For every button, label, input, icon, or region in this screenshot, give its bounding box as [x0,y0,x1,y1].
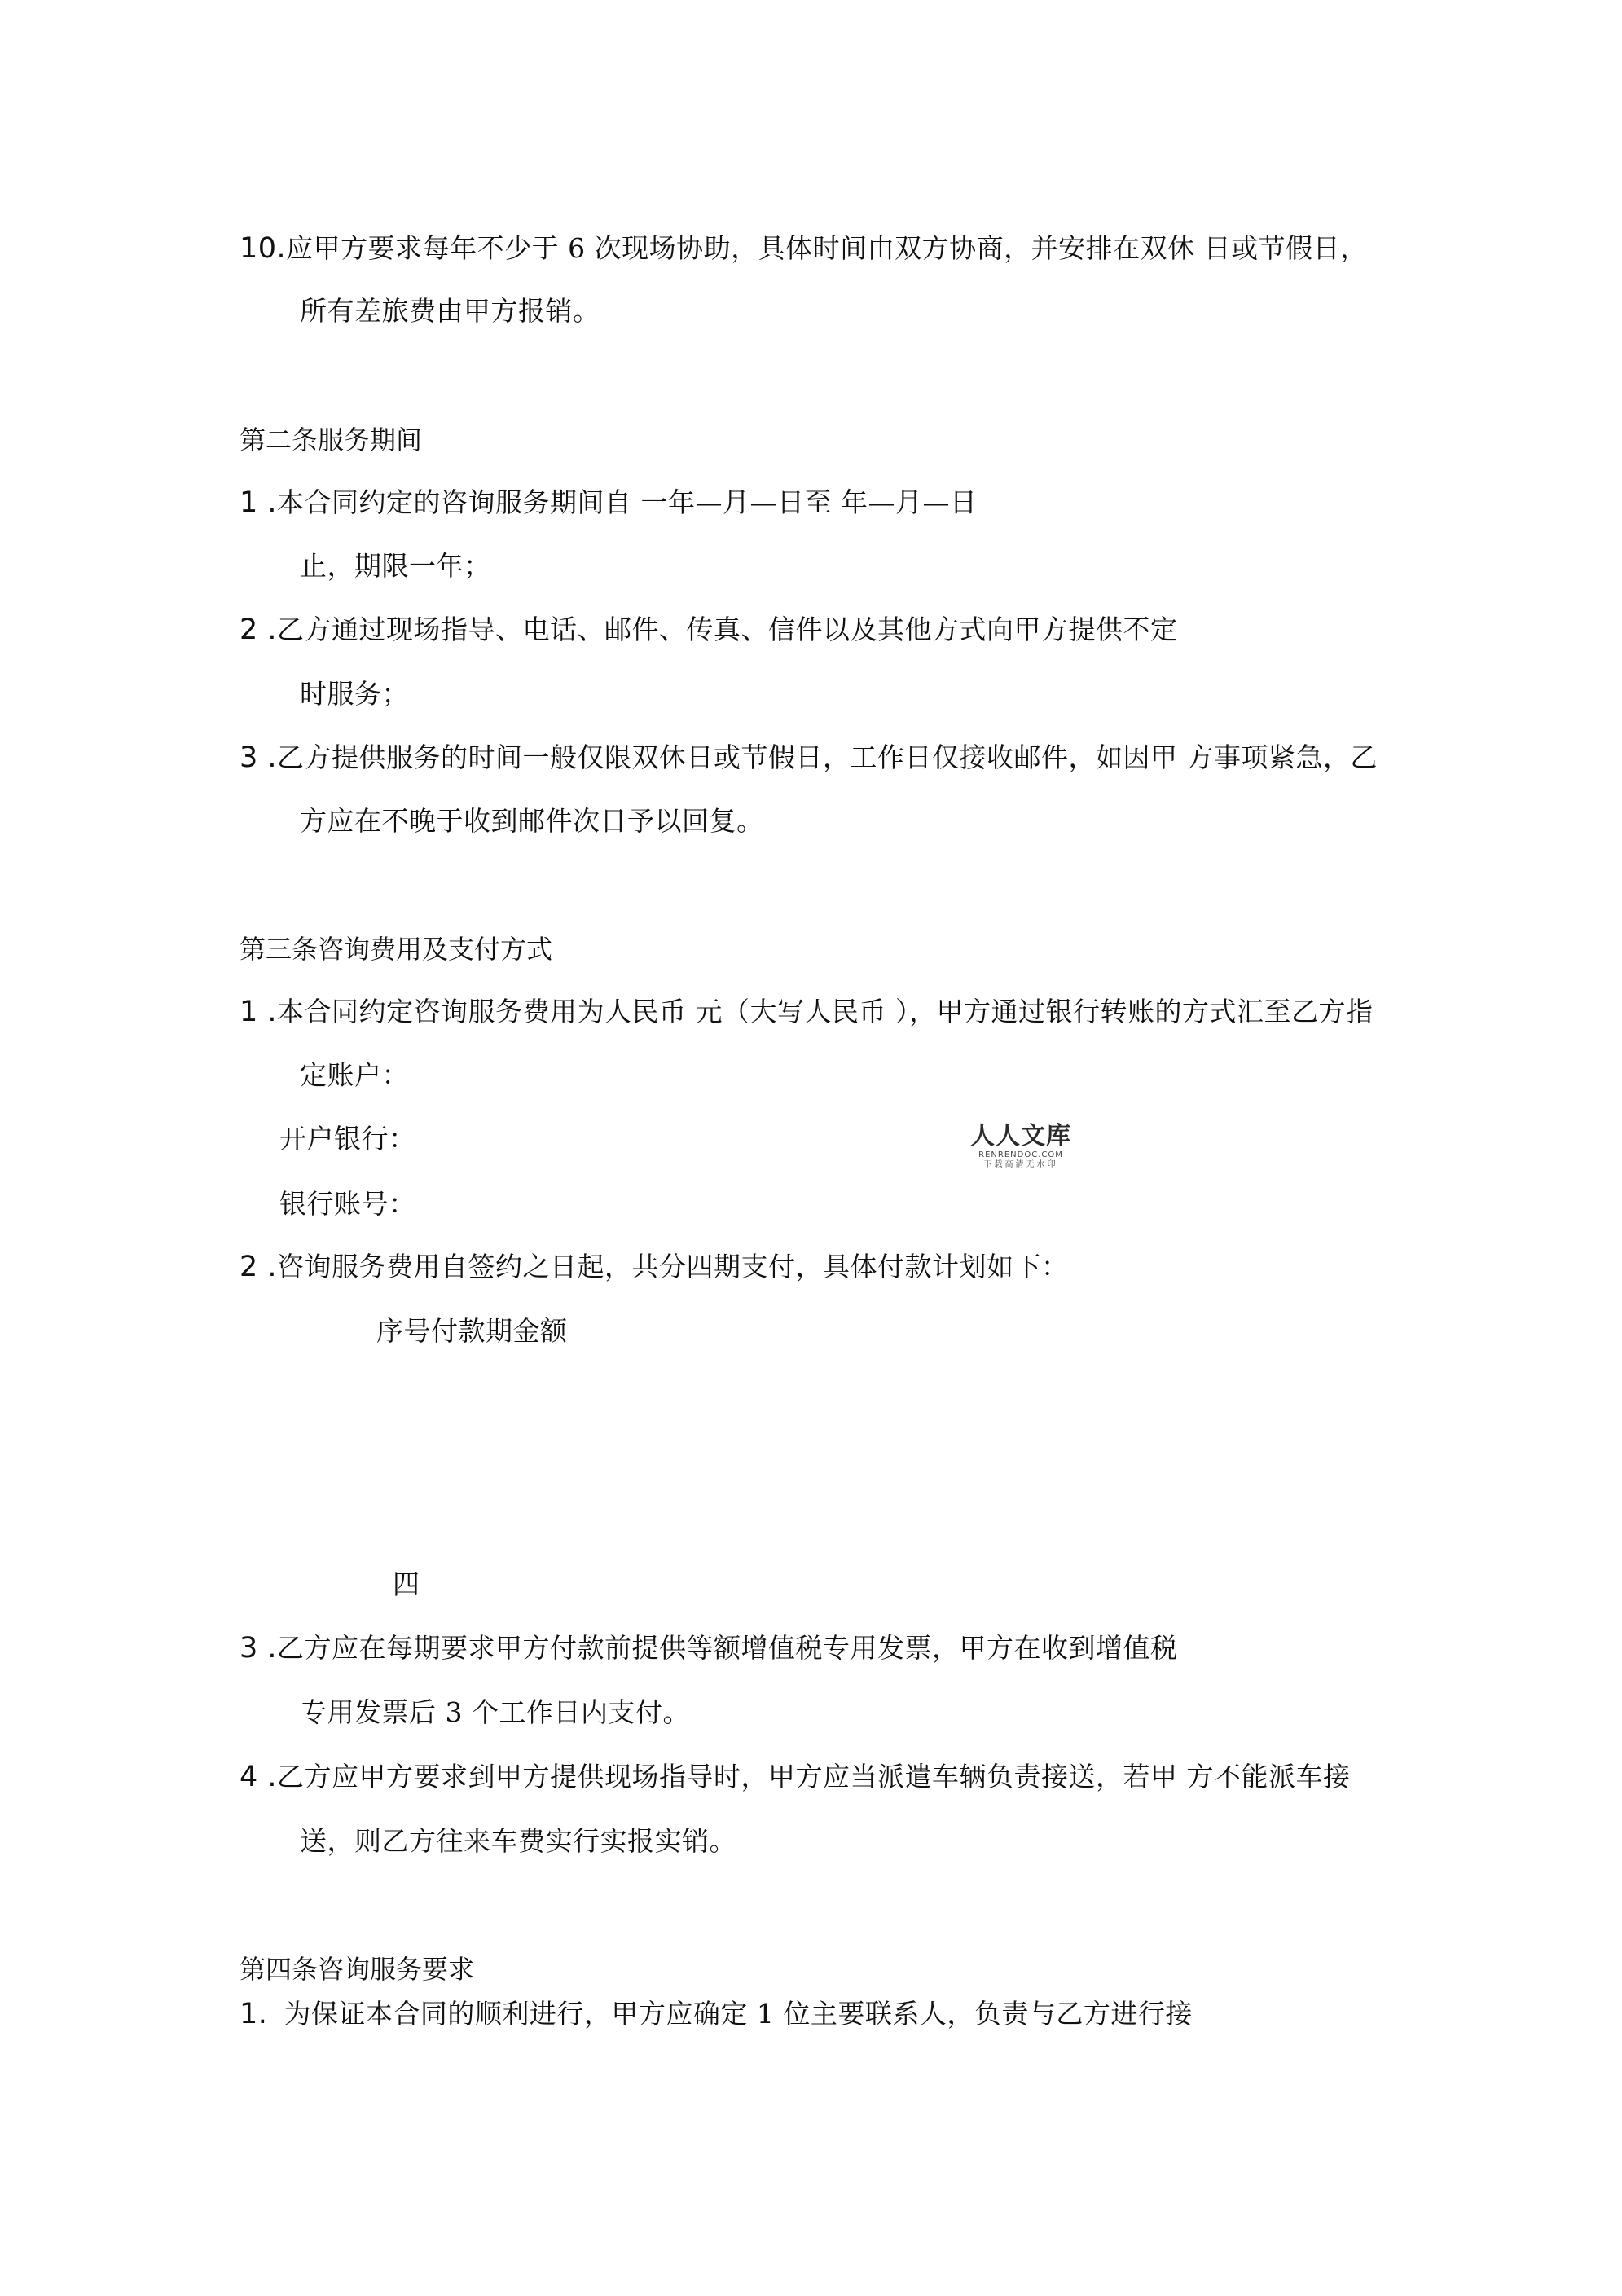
article3-item3-line2: 专用发票后 3 个工作日内支付。 [300,1696,690,1728]
article1-item10-line1 [240,232,1368,265]
item-number: 3 . [240,1632,278,1665]
article4-item1-line1 [240,1998,1193,2030]
account-label: 银行账号： [279,1188,416,1220]
renrendoc-watermark-logo [964,1123,1078,1170]
item-number: 3 . [240,741,278,774]
item-text: 乙方应甲方要求到甲方提供现场指导时，甲方应当派遣车辆负责接送，若甲 方不能派车接 [277,1761,1351,1792]
article3-item1-line1 [240,996,1374,1028]
article2-heading: 第二条服务期间 [240,424,423,455]
item-text: 应甲方要求每年不少于 6 次现场协助，具体时间由双方协商，并安排在双休 日或节假日， [286,232,1368,264]
item-number: 10. [240,232,287,265]
article2-item1-line1 [240,486,978,519]
item-number: 4 . [240,1761,278,1793]
item-text: 本合同约定的咨询服务期间自 一年—月—日至 年—月—日 [277,486,978,518]
item-number: 1. [240,1998,268,2030]
article2-item2-line1 [240,614,1178,646]
article3-item1-line2: 定账户： [300,1059,409,1091]
watermark-title: 人人文库 [970,1122,1071,1150]
item-text: 乙方提供服务的时间一般仅限双休日或节假日，工作日仅接收邮件，如因甲 方事项紧急，乙 [277,741,1378,773]
article3-item2-line1 [240,1251,1069,1283]
item-number: 2 . [240,614,278,646]
item-text: 咨询服务费用自签约之日起，共分四期支付，具体付款计划如下： [277,1251,1069,1282]
watermark-subtitle: 下载高清无水印 [983,1160,1058,1169]
article2-item1-line2: 止，期限一年； [300,550,491,582]
article3-heading: 第三条咨询费用及支付方式 [240,934,553,965]
article3-item4-line2: 送，则乙方往来车费实行实报实销。 [300,1825,736,1857]
bank-label: 开户银行： [279,1123,416,1155]
watermark-url: RENRENDOC.COM [978,1150,1063,1159]
article3-item4-line1 [240,1761,1351,1793]
item-number: 1 . [240,996,278,1028]
article2-item3-line2: 方应在不晚于收到邮件次日予以回复。 [300,805,764,837]
item-number: 2 . [240,1251,278,1283]
payment-table-header: 序号付款期金额 [376,1315,568,1347]
item-text: 乙方通过现场指导、电话、邮件、传真、信件以及其他方式向甲方提供不定 [277,614,1178,645]
payment-table-row-four: 四 [393,1568,420,1600]
article4-heading: 第四条咨询服务要求 [240,1954,475,1985]
article3-item3-line1 [240,1632,1178,1665]
item-text: 为保证本合同的顺利进行，甲方应确定 1 位主要联系人，负责与乙方进行接 [284,1998,1193,2030]
item-number: 1 . [240,486,278,519]
article2-item2-line2: 时服务； [300,678,409,710]
item-text: 乙方应在每期要求甲方付款前提供等额增值税专用发票，甲方在收到增值税 [277,1632,1178,1664]
item-text: 本合同约定咨询服务费用为人民币 元（大写人民币 ），甲方通过银行转账的方式汇至乙方指 [277,996,1374,1027]
article1-item10-line2: 所有差旅费由甲方报销。 [300,295,600,327]
article2-item3-line1 [240,741,1378,774]
